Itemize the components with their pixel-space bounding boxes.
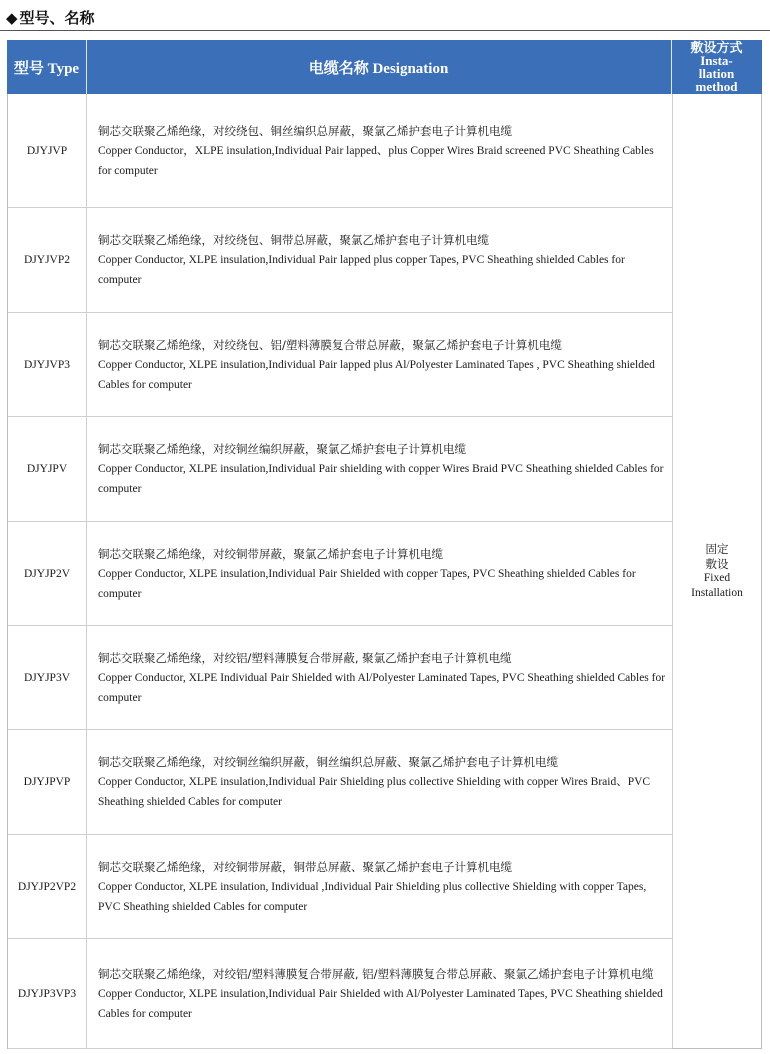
designation-cell (98, 313, 666, 416)
installation-en-1: Fixed (703, 572, 731, 584)
designation-zh: 铜芯交联聚乙烯绝缘，对绞绕包、铜带总屏蔽，聚氯乙烯护套电子计算机电缆 (98, 233, 489, 247)
designation-zh: 铜芯交联聚乙烯绝缘，对绞绕包、铜丝编织总屏蔽，聚氯乙烯护套电子计算机电缆 (98, 123, 512, 138)
header-type: 型号 Type (13, 60, 80, 77)
table-row (8, 939, 672, 1049)
table-row (8, 522, 672, 626)
title-divider (0, 30, 770, 31)
header-installation (671, 40, 762, 94)
designation-en: Copper Conductor, XLPE insulation, Individual ,Individual Pair Shielding plus collective Shielding with copper Tapes, PVC Sheathing shielded Cables for computer (98, 880, 647, 913)
section-title (6, 7, 95, 28)
designation-zh: 铜芯交联聚乙烯绝缘，对绞铜带屏蔽，铜带总屏蔽、聚氯乙烯护套电子计算机电缆 (98, 859, 512, 874)
table-row (8, 313, 672, 417)
designation-en: Copper Conductor, XLPE insulation,Individual Pair lapped plus Al/Polyester Laminated Tapes , PVC Sheathing shielded Cables for computer (98, 358, 655, 391)
installation-cell (672, 94, 761, 1048)
designation-zh: 铜芯交联聚乙烯绝缘，对绞绕包、铝/塑料薄膜复合带总屏蔽，聚氯乙烯护套电子计算机电缆 (98, 337, 562, 352)
designation-en: Copper Conductor, XLPE insulation,Individual Pair lapped plus copper Tapes, PVC Sheathing shielded Cables for computer (98, 254, 625, 286)
table-body (7, 94, 762, 1049)
designation-zh: 铜芯交联聚乙烯绝缘，对绞铜带屏蔽，聚氯乙烯护套电子计算机电缆 (98, 546, 443, 561)
header-installation-en-1: Insta- (700, 53, 733, 68)
installation-zh-2: 敷设 (705, 556, 729, 571)
model-cell: DJYJP3V (8, 626, 87, 729)
designation-cell (98, 522, 666, 625)
designation-cell (98, 94, 666, 207)
designation-en: Copper Conductor, XLPE insulation,Individual Pair Shielding plus collective Shielding with copper Wires Braid、PVC Sheathing shielded Cables for computer (98, 776, 651, 808)
designation-cell (98, 208, 666, 312)
designation-cell (98, 835, 666, 938)
designation-cell (98, 417, 666, 521)
section-title-text: 型号、名称 (19, 9, 95, 27)
model-cell: DJYJP2V (8, 522, 87, 625)
table-header (7, 40, 762, 94)
model-cell: DJYJVP (8, 94, 87, 207)
designation-en: Copper Conductor, XLPE Individual Pair Shielded with Al/Polyester Laminated Tapes, PVC Sheathing shielded Cables for computer (98, 671, 666, 704)
diamond-bullet-icon: ◆ (6, 9, 18, 27)
table-row (8, 835, 672, 939)
header-installation-en-3: method (695, 79, 738, 94)
designation-en: Copper Conductor，XLPE insulation,Individual Pair lapped、plus Copper Wires Braid screened PVC Sheathing Cables for computer (98, 144, 654, 177)
designation-en: Copper Conductor, XLPE insulation,Individual Pair Shielded with Al/Polyester Laminated Tapes, PVC Sheathing shielded Cables for computer (98, 987, 663, 1020)
model-cell: DJYJVP3 (8, 313, 87, 416)
model-cell: DJYJPV (8, 417, 87, 521)
model-cell: DJYJVP2 (8, 208, 87, 312)
designation-zh: 铜芯交联聚乙烯绝缘，对绞铝/塑料薄膜复合带屏蔽, 聚氯乙烯护套电子计算机电缆 (98, 650, 512, 665)
model-cell: DJYJPVP (8, 730, 87, 834)
installation-zh-1: 固定 (705, 542, 729, 556)
designation-zh: 铜芯交联聚乙烯绝缘，对绞铝/塑料薄膜复合带屏蔽, 铝/塑料薄膜复合带总屏蔽、聚氯乙烯护套电子计算机电缆 (98, 966, 654, 981)
designation-zh: 铜芯交联聚乙烯绝缘，对绞铜丝编织屏蔽，铜丝编织总屏蔽、聚氯乙烯护套电子计算机电缆 (98, 755, 558, 769)
table-row (8, 417, 672, 522)
designation-en: Copper Conductor, XLPE insulation,Individual Pair shielding with copper Wires Braid PVC Sheathing shielded Cables for computer (98, 463, 664, 495)
table-row (8, 730, 672, 835)
designation-zh: 铜芯交联聚乙烯绝缘，对绞铜丝编织屏蔽，聚氯乙烯护套电子计算机电缆 (98, 442, 466, 456)
header-installation-zh: 敷设方式 (690, 40, 743, 55)
designation-cell (98, 626, 666, 729)
designation-cell (98, 939, 666, 1048)
installation-en-2: Installation (691, 586, 743, 599)
header-designation: 电缆名称 Designation (308, 60, 449, 77)
designation-en: Copper Conductor, XLPE insulation,Individual Pair Shielded with copper Tapes, PVC Sheathing shielded Cables for computer (98, 567, 636, 600)
table-row (8, 94, 672, 208)
header-installation-en-2: llation (698, 66, 735, 81)
designation-cell (98, 730, 666, 834)
table-row (8, 208, 672, 313)
model-cell: DJYJP2VP2 (8, 835, 87, 938)
model-cell: DJYJP3VP3 (8, 939, 87, 1048)
table-row (8, 626, 672, 730)
